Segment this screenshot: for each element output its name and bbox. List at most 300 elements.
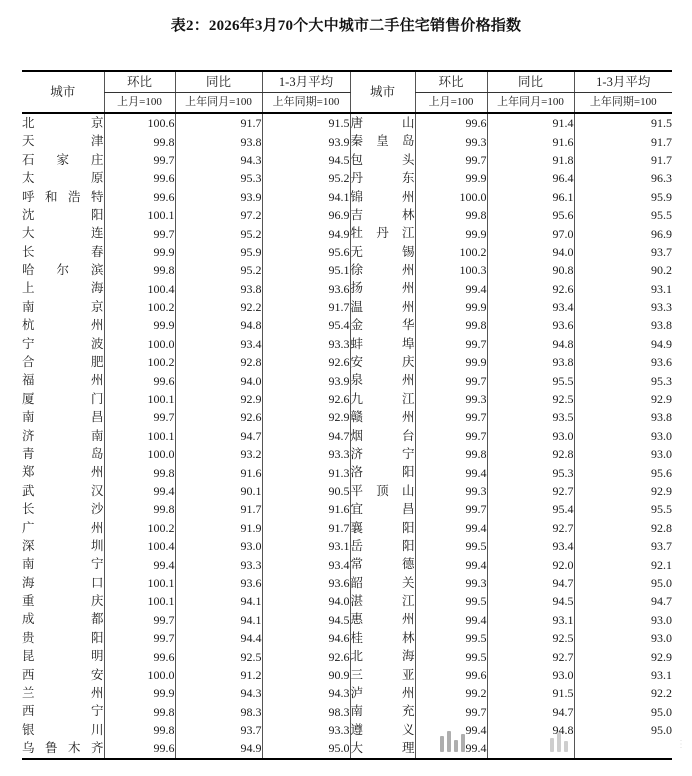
cell-city-right: 九江 xyxy=(350,390,415,408)
cell-avg-right: 96.3 xyxy=(574,169,672,187)
cell-mom-right: 99.7 xyxy=(415,151,487,169)
cell-city-right: 牡丹江 xyxy=(350,224,415,242)
table-row xyxy=(22,684,672,702)
cell-city-right: 平顶山 xyxy=(350,482,415,500)
cell-avg-left: 93.3 xyxy=(262,721,350,739)
cell-avg-right: 95.0 xyxy=(574,703,672,721)
table-row xyxy=(22,280,672,298)
table-header xyxy=(22,71,672,113)
cell-avg-left: 94.1 xyxy=(262,188,350,206)
cell-yoy-right: 95.5 xyxy=(487,371,574,389)
cell-mom-left: 100.4 xyxy=(104,280,175,298)
cell-yoy-right: 91.5 xyxy=(487,684,574,702)
cell-yoy-right: 95.4 xyxy=(487,500,574,518)
cell-avg-right: 92.9 xyxy=(574,647,672,665)
cell-mom-right: 99.9 xyxy=(415,353,487,371)
header-row-sub xyxy=(22,93,672,114)
cell-mom-right: 99.3 xyxy=(415,482,487,500)
cell-mom-left: 99.6 xyxy=(104,739,175,758)
cell-avg-left: 95.4 xyxy=(262,316,350,334)
cell-avg-left: 93.3 xyxy=(262,445,350,463)
cell-avg-left: 94.6 xyxy=(262,629,350,647)
cell-mom-left: 100.2 xyxy=(104,298,175,316)
cell-avg-right: 93.6 xyxy=(574,353,672,371)
cell-yoy-left: 95.9 xyxy=(175,243,262,261)
cell-yoy-right: 92.6 xyxy=(487,280,574,298)
cell-yoy-right: 94.8 xyxy=(487,721,574,739)
cell-yoy-right: 92.8 xyxy=(487,445,574,463)
cell-city-right: 襄阳 xyxy=(350,519,415,537)
cell-avg-right: 93.0 xyxy=(574,611,672,629)
cell-city-right: 包头 xyxy=(350,151,415,169)
table-row xyxy=(22,335,672,353)
header-mom-left: 环比 xyxy=(104,71,175,93)
table-row xyxy=(22,243,672,261)
cell-mom-left: 99.8 xyxy=(104,463,175,481)
cell-mom-right: 99.7 xyxy=(415,408,487,426)
cell-yoy-left: 92.9 xyxy=(175,390,262,408)
cell-yoy-right: 92.0 xyxy=(487,555,574,573)
cell-mom-right: 99.6 xyxy=(415,666,487,684)
cell-city-right: 湛江 xyxy=(350,592,415,610)
cell-mom-right: 99.4 xyxy=(415,555,487,573)
table-row xyxy=(22,555,672,573)
cell-yoy-right xyxy=(487,739,574,758)
cell-yoy-right: 93.4 xyxy=(487,298,574,316)
cell-yoy-right: 93.5 xyxy=(487,408,574,426)
cell-mom-left: 99.7 xyxy=(104,611,175,629)
cell-mom-right: 99.7 xyxy=(415,427,487,445)
cell-city-left: 长春 xyxy=(22,244,104,259)
cell-avg-right: 90.2 xyxy=(574,261,672,279)
header-row-top xyxy=(22,71,672,93)
cell-mom-left: 100.1 xyxy=(104,592,175,610)
cell-avg-left: 92.6 xyxy=(262,647,350,665)
cell-mom-left: 99.4 xyxy=(104,482,175,500)
table-row xyxy=(22,629,672,647)
cell-city-left: 深圳 xyxy=(22,538,104,553)
table-row xyxy=(22,574,672,592)
cell-yoy-left: 94.7 xyxy=(175,427,262,445)
cell-city-right: 赣州 xyxy=(350,408,415,426)
table-row xyxy=(22,151,672,169)
cell-yoy-left: 94.9 xyxy=(175,739,262,758)
cell-city-left: 太原 xyxy=(22,171,104,186)
cell-mom-left: 100.1 xyxy=(104,427,175,445)
cell-avg-left: 91.3 xyxy=(262,463,350,481)
cell-avg-right: 91.7 xyxy=(574,151,672,169)
table-row xyxy=(22,592,672,610)
cell-yoy-right: 93.4 xyxy=(487,537,574,555)
cell-mom-right: 99.4 xyxy=(415,519,487,537)
cell-yoy-left: 91.2 xyxy=(175,666,262,684)
cell-mom-left: 100.2 xyxy=(104,353,175,371)
cell-city-right: 安庆 xyxy=(350,353,415,371)
cell-yoy-left: 91.9 xyxy=(175,519,262,537)
cell-avg-right: 95.9 xyxy=(574,188,672,206)
cell-avg-right: 93.0 xyxy=(574,445,672,463)
price-index-table-wrap xyxy=(22,70,672,760)
cell-city-left: 昆明 xyxy=(22,649,104,664)
header-yoy-left: 同比 xyxy=(175,71,262,93)
cell-yoy-left: 94.3 xyxy=(175,684,262,702)
cell-avg-right: 93.0 xyxy=(574,427,672,445)
table-row xyxy=(22,739,672,758)
cell-city-left: 杭州 xyxy=(22,318,104,333)
cell-city-left: 济南 xyxy=(22,428,104,443)
cell-mom-right: 100.3 xyxy=(415,261,487,279)
cell-yoy-right: 94.5 xyxy=(487,592,574,610)
cell-avg-right: 92.9 xyxy=(574,482,672,500)
cell-mom-left: 99.9 xyxy=(104,243,175,261)
cell-yoy-left: 94.1 xyxy=(175,611,262,629)
cell-city-left: 北京 xyxy=(22,115,104,130)
cell-mom-right: 99.8 xyxy=(415,316,487,334)
cell-city-right: 扬州 xyxy=(350,280,415,298)
cell-city-right: 惠州 xyxy=(350,611,415,629)
cell-avg-left: 91.7 xyxy=(262,519,350,537)
cell-avg-left: 96.9 xyxy=(262,206,350,224)
table-row xyxy=(22,666,672,684)
cell-mom-right: 99.4 xyxy=(415,739,487,758)
cell-avg-right: 93.7 xyxy=(574,537,672,555)
table-row xyxy=(22,261,672,279)
cell-mom-left: 100.6 xyxy=(104,113,175,132)
cell-mom-right: 99.4 xyxy=(415,280,487,298)
cell-city-left: 成都 xyxy=(22,612,104,627)
cell-yoy-left: 91.6 xyxy=(175,463,262,481)
cell-city-left: 银川 xyxy=(22,722,104,737)
cell-yoy-right: 94.7 xyxy=(487,703,574,721)
cell-avg-left: 95.2 xyxy=(262,169,350,187)
cell-city-left: 贵阳 xyxy=(22,630,104,645)
table-row xyxy=(22,298,672,316)
cell-avg-left: 92.9 xyxy=(262,408,350,426)
table-row xyxy=(22,463,672,481)
cell-yoy-right: 92.5 xyxy=(487,390,574,408)
table-row xyxy=(22,721,672,739)
cell-avg-right: 95.5 xyxy=(574,500,672,518)
cell-avg-right: 92.8 xyxy=(574,519,672,537)
cell-city-left: 长沙 xyxy=(22,502,104,517)
cell-city-left: 乌鲁木齐 xyxy=(22,739,104,758)
cell-mom-left: 100.0 xyxy=(104,445,175,463)
cell-city-left: 大连 xyxy=(22,226,104,241)
cell-mom-right: 100.2 xyxy=(415,243,487,261)
cell-yoy-left: 93.8 xyxy=(175,280,262,298)
cell-avg-right: 93.1 xyxy=(574,666,672,684)
cell-city-left: 武汉 xyxy=(22,483,104,498)
cell-city-right: 三亚 xyxy=(350,666,415,684)
cell-yoy-left: 93.6 xyxy=(175,574,262,592)
cell-mom-right: 99.3 xyxy=(415,574,487,592)
cell-city-right: 韶关 xyxy=(350,574,415,592)
cell-city-right: 宜昌 xyxy=(350,500,415,518)
cell-avg-left: 98.3 xyxy=(262,703,350,721)
cell-mom-left: 99.9 xyxy=(104,316,175,334)
table-row xyxy=(22,113,672,132)
cell-yoy-right: 96.1 xyxy=(487,188,574,206)
cell-yoy-right: 92.7 xyxy=(487,647,574,665)
cell-city-right: 泸州 xyxy=(350,684,415,702)
cell-avg-right: 93.8 xyxy=(574,316,672,334)
cell-yoy-right: 91.6 xyxy=(487,132,574,150)
header-avg-left: 1-3月平均 xyxy=(262,71,350,93)
cell-mom-right: 99.6 xyxy=(415,113,487,132)
cell-city-left: 海口 xyxy=(22,575,104,590)
cell-yoy-left: 92.8 xyxy=(175,353,262,371)
cell-avg-left: 93.9 xyxy=(262,132,350,150)
table-row xyxy=(22,224,672,242)
cell-city-left: 上海 xyxy=(22,281,104,296)
cell-mom-left: 99.7 xyxy=(104,224,175,242)
cell-avg-left: 90.9 xyxy=(262,666,350,684)
cell-mom-right: 99.7 xyxy=(415,371,487,389)
cell-mom-right: 99.8 xyxy=(415,206,487,224)
cell-mom-left: 100.0 xyxy=(104,666,175,684)
cell-mom-left: 99.8 xyxy=(104,261,175,279)
cell-yoy-right: 91.8 xyxy=(487,151,574,169)
table-row xyxy=(22,427,672,445)
cell-avg-right: 93.1 xyxy=(574,280,672,298)
cell-avg-left: 95.1 xyxy=(262,261,350,279)
table-row xyxy=(22,188,672,206)
cell-yoy-left: 91.7 xyxy=(175,113,262,132)
cell-yoy-left: 90.1 xyxy=(175,482,262,500)
cell-yoy-left: 94.3 xyxy=(175,151,262,169)
table-row xyxy=(22,206,672,224)
table-row xyxy=(22,132,672,150)
cell-avg-left: 90.5 xyxy=(262,482,350,500)
cell-mom-right: 99.5 xyxy=(415,647,487,665)
table-row xyxy=(22,445,672,463)
cell-city-left: 沈阳 xyxy=(22,207,104,222)
header-yoy-sub-left: 上年同月=100 xyxy=(175,93,262,114)
cell-yoy-left: 95.3 xyxy=(175,169,262,187)
cell-avg-left: 94.7 xyxy=(262,427,350,445)
header-yoy-sub-right: 上年同月=100 xyxy=(487,93,574,114)
cell-yoy-right: 93.6 xyxy=(487,316,574,334)
cell-avg-left: 92.6 xyxy=(262,390,350,408)
cell-avg-left: 94.0 xyxy=(262,592,350,610)
cell-avg-left: 92.6 xyxy=(262,353,350,371)
cell-yoy-right: 94.7 xyxy=(487,574,574,592)
cell-mom-right: 100.0 xyxy=(415,188,487,206)
cell-mom-left: 100.4 xyxy=(104,537,175,555)
cell-mom-right: 99.3 xyxy=(415,132,487,150)
cell-city-right: 金华 xyxy=(350,316,415,334)
cell-city-right: 烟台 xyxy=(350,427,415,445)
cell-avg-left: 93.6 xyxy=(262,280,350,298)
cell-city-right: 秦皇岛 xyxy=(350,132,415,150)
table-row xyxy=(22,611,672,629)
cell-city-left: 南京 xyxy=(22,299,104,314)
cell-yoy-right: 92.5 xyxy=(487,629,574,647)
cell-mom-left: 100.1 xyxy=(104,574,175,592)
cell-yoy-left: 94.0 xyxy=(175,371,262,389)
cell-avg-right: 92.1 xyxy=(574,555,672,573)
cell-yoy-left: 93.9 xyxy=(175,188,262,206)
table-row xyxy=(22,390,672,408)
cell-mom-right: 99.5 xyxy=(415,629,487,647)
cell-avg-right: 94.7 xyxy=(574,592,672,610)
cell-avg-right: 96.9 xyxy=(574,224,672,242)
cell-mom-right: 99.3 xyxy=(415,390,487,408)
cell-city-right: 温州 xyxy=(350,298,415,316)
cell-city-right: 锦州 xyxy=(350,188,415,206)
cell-yoy-right: 94.0 xyxy=(487,243,574,261)
cell-yoy-left: 93.0 xyxy=(175,537,262,555)
cell-yoy-right: 97.0 xyxy=(487,224,574,242)
table-row xyxy=(22,408,672,426)
cell-avg-left: 93.9 xyxy=(262,371,350,389)
cell-yoy-right: 93.1 xyxy=(487,611,574,629)
cell-mom-left: 99.6 xyxy=(104,188,175,206)
header-mom-sub-left: 上月=100 xyxy=(104,93,175,114)
cell-avg-right: 91.5 xyxy=(574,113,672,132)
header-avg-sub-right: 上年同期=100 xyxy=(574,93,672,114)
cell-city-left: 青岛 xyxy=(22,446,104,461)
cell-yoy-left: 93.7 xyxy=(175,721,262,739)
cell-city-left: 西宁 xyxy=(22,704,104,719)
cell-yoy-right: 95.3 xyxy=(487,463,574,481)
cell-mom-left: 100.0 xyxy=(104,335,175,353)
cell-city-right: 大理 xyxy=(350,739,415,758)
cell-city-left: 郑州 xyxy=(22,465,104,480)
cell-city-left: 合肥 xyxy=(22,355,104,370)
cell-mom-left: 99.8 xyxy=(104,721,175,739)
cell-city-left: 西安 xyxy=(22,667,104,682)
cell-mom-left: 99.8 xyxy=(104,703,175,721)
cell-yoy-left: 94.8 xyxy=(175,316,262,334)
cell-city-left: 哈尔滨 xyxy=(22,263,104,278)
cell-city-right: 常德 xyxy=(350,555,415,573)
table-row xyxy=(22,519,672,537)
header-mom-right: 环比 xyxy=(415,71,487,93)
cell-avg-right: 95.5 xyxy=(574,206,672,224)
cell-mom-left: 99.4 xyxy=(104,555,175,573)
cell-mom-left: 99.9 xyxy=(104,684,175,702)
cell-yoy-right: 93.0 xyxy=(487,427,574,445)
cell-avg-left: 95.6 xyxy=(262,243,350,261)
cell-city-right: 蚌埠 xyxy=(350,335,415,353)
cell-avg-left: 94.3 xyxy=(262,684,350,702)
cell-yoy-right: 91.4 xyxy=(487,113,574,132)
table-row xyxy=(22,316,672,334)
cell-yoy-right: 96.4 xyxy=(487,169,574,187)
cell-mom-right: 99.4 xyxy=(415,463,487,481)
table-row xyxy=(22,500,672,518)
cell-yoy-right: 95.6 xyxy=(487,206,574,224)
cell-mom-right: 99.5 xyxy=(415,537,487,555)
cell-avg-right: 95.6 xyxy=(574,463,672,481)
cell-avg-left: 91.6 xyxy=(262,500,350,518)
cell-city-left: 广州 xyxy=(22,520,104,535)
cell-mom-right: 99.9 xyxy=(415,298,487,316)
cell-avg-right: 93.3 xyxy=(574,298,672,316)
cell-yoy-right: 92.7 xyxy=(487,519,574,537)
cell-city-left: 重庆 xyxy=(22,594,104,609)
cell-avg-right: 91.7 xyxy=(574,132,672,150)
cell-city-left: 呼和浩特 xyxy=(22,189,104,204)
cell-yoy-left: 93.2 xyxy=(175,445,262,463)
table-row xyxy=(22,703,672,721)
cell-yoy-right: 93.0 xyxy=(487,666,574,684)
cell-yoy-left: 98.3 xyxy=(175,703,262,721)
cell-avg-left: 93.6 xyxy=(262,574,350,592)
cell-city-right: 济宁 xyxy=(350,445,415,463)
cell-avg-right: 93.7 xyxy=(574,243,672,261)
cell-mom-left: 99.7 xyxy=(104,629,175,647)
table-body xyxy=(22,113,672,759)
cell-city-left: 厦门 xyxy=(22,391,104,406)
cell-city-left: 石家庄 xyxy=(22,152,104,167)
cell-mom-right: 99.4 xyxy=(415,721,487,739)
cell-avg-right: 92.9 xyxy=(574,390,672,408)
cell-mom-right: 99.7 xyxy=(415,500,487,518)
page-title: 表2：2026年3月70个大中城市二手住宅销售价格指数 xyxy=(170,18,522,34)
cell-mom-right: 99.7 xyxy=(415,335,487,353)
cell-city-right: 遵义 xyxy=(350,721,415,739)
cell-avg-left: 95.0 xyxy=(262,739,350,758)
cell-avg-left: 93.1 xyxy=(262,537,350,555)
cell-avg-left: 91.7 xyxy=(262,298,350,316)
table-row xyxy=(22,371,672,389)
cell-mom-right: 99.8 xyxy=(415,445,487,463)
price-index-table xyxy=(22,70,672,760)
cell-city-right: 洛阳 xyxy=(350,463,415,481)
cell-avg-left: 94.5 xyxy=(262,611,350,629)
cell-yoy-left: 97.2 xyxy=(175,206,262,224)
cell-avg-right: 95.0 xyxy=(574,574,672,592)
cell-avg-right: 93.8 xyxy=(574,408,672,426)
cell-city-right: 徐州 xyxy=(350,261,415,279)
cell-mom-left: 99.6 xyxy=(104,371,175,389)
cell-mom-left: 100.1 xyxy=(104,206,175,224)
cell-mom-left: 99.8 xyxy=(104,500,175,518)
cell-avg-right: 95.0 xyxy=(574,721,672,739)
cell-mom-right: 99.7 xyxy=(415,703,487,721)
cell-avg-left: 93.3 xyxy=(262,335,350,353)
cell-city-right: 桂林 xyxy=(350,629,415,647)
cell-yoy-left: 92.5 xyxy=(175,647,262,665)
cell-city-right: 泉州 xyxy=(350,371,415,389)
cell-mom-right: 99.9 xyxy=(415,224,487,242)
header-mom-sub-right: 上月=100 xyxy=(415,93,487,114)
cell-yoy-left: 94.1 xyxy=(175,592,262,610)
cell-yoy-right: 92.7 xyxy=(487,482,574,500)
cell-yoy-left: 94.4 xyxy=(175,629,262,647)
cell-city-right: 吉林 xyxy=(350,206,415,224)
header-city-right: 城市 xyxy=(350,71,415,113)
cell-mom-left: 100.2 xyxy=(104,519,175,537)
cell-avg-left: 91.5 xyxy=(262,113,350,132)
header-avg-sub-left: 上年同期=100 xyxy=(262,93,350,114)
cell-city-right: 唐山 xyxy=(350,113,415,132)
cell-yoy-left: 93.3 xyxy=(175,555,262,573)
cell-yoy-left: 91.7 xyxy=(175,500,262,518)
cell-city-right: 南充 xyxy=(350,703,415,721)
header-yoy-right: 同比 xyxy=(487,71,574,93)
header-city-left: 城市 xyxy=(22,71,104,113)
cell-city-right: 北海 xyxy=(350,647,415,665)
cell-city-right: 丹东 xyxy=(350,169,415,187)
cell-city-left: 福州 xyxy=(22,373,104,388)
cell-mom-left: 99.6 xyxy=(104,647,175,665)
cell-avg-right: 92.2 xyxy=(574,684,672,702)
cell-yoy-left: 92.6 xyxy=(175,408,262,426)
cell-mom-left: 99.7 xyxy=(104,408,175,426)
